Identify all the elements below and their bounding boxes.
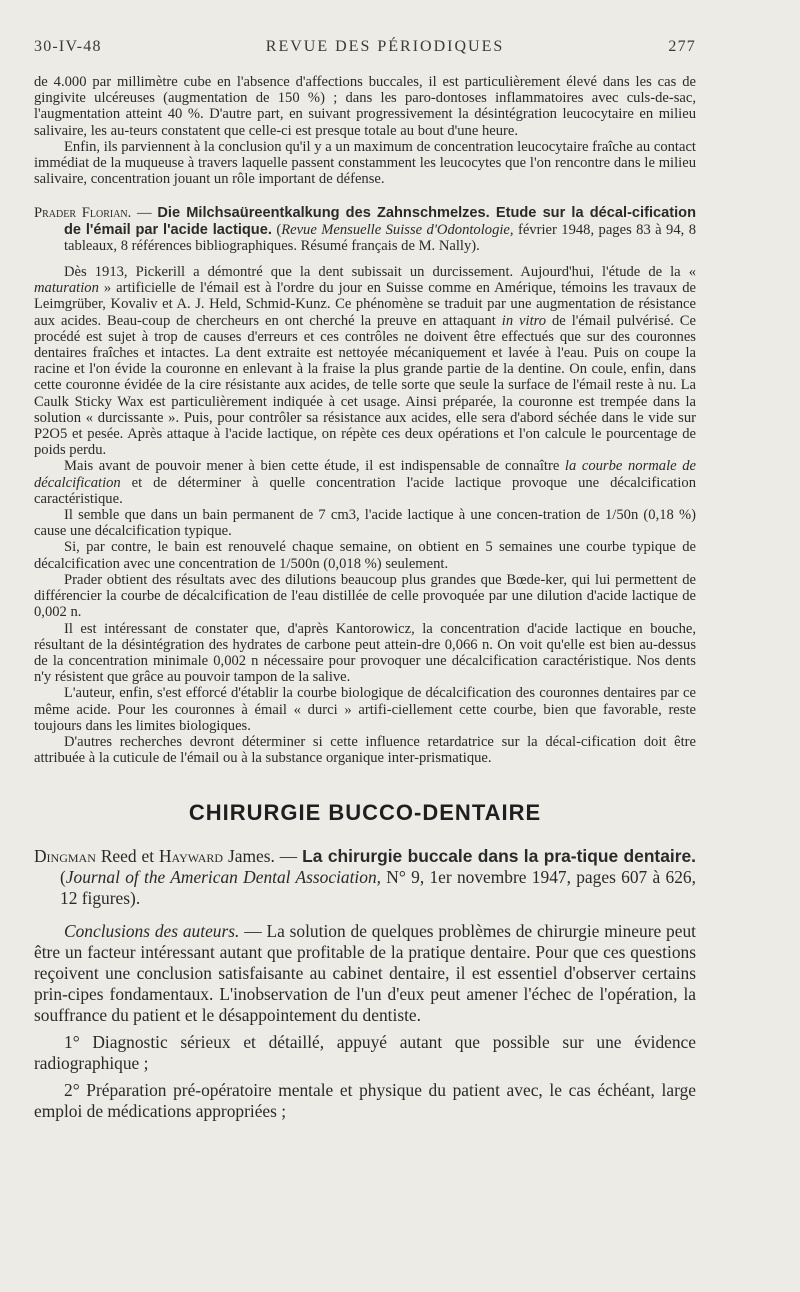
dingman-item-1: 1° Diagnostic sérieux et détaillé, appuyé autant que possible sur une évidence radiographique ; <box>34 1032 696 1074</box>
prader-p2-text-b: et de déterminer à quelle concentration l'acide lactique provoque une décalcification caractéristique. <box>34 474 696 507</box>
prader-paragraph-6: Il est intéressant de constater que, d'après Kantorowicz, la concentration d'acide lactique en bouche, résultant de la désintégration des hydrates de carbone peut attein-dre 0,066 n. On voit qu'elle est bien au-dessus de la concentration minimale 0,002 n nécessaire pour provoquer une décalcification caractéristique. Nos dents n'y résistent que grâce au pouvoir tampon de la salive. <box>34 620 696 686</box>
dingman-journal: Journal of the American Dental Association, <box>65 867 381 888</box>
dingman-author-b-rest: James. <box>223 846 275 867</box>
dingman-item-2: 2° Préparation pré-opératoire mentale et physique du patient avec, le cas échéant, large emploi de médications appropriées ; <box>34 1080 696 1122</box>
prader-title: Die Milchsaüreentkalkung des Zahnschmelzes. Etude sur la décal-cification de l'émail par l'acide lactique. <box>64 205 696 238</box>
prader-dash: — <box>131 205 158 222</box>
dingman-conclusions <box>34 921 696 1026</box>
header-date: 30-IV-48 <box>34 38 102 55</box>
prader-paragraph-1 <box>34 264 696 458</box>
prader-paragraph-2 <box>34 458 696 507</box>
prader-journal: Revue Mensuelle Suisse d'Odontologie, <box>281 221 514 238</box>
dingman-details: N° 9, 1er novembre 1947, pages 607 à 626, 12 figures). <box>60 867 696 909</box>
running-header <box>34 38 696 56</box>
dingman-author-a-rest: Reed et <box>95 846 159 867</box>
dingman-title: La chirurgie buccale dans la pra-tique dentaire. <box>302 846 697 867</box>
conclusions-text: — La solution de quelques problèmes de chirurgie mineure peut être un facteur intéressant autant que profitable de la pratique dentaire. Pour que ces questions reçoivent une conclusion satisfaisante au cabinet dentaire, il est essentiel d'observer certains prin-cipes fondamentaux. L'inobservation de l'un d'eux peut amener l'échec de l'opération, la souffrance du patient et le désappointement du dentiste. <box>34 921 696 1026</box>
prader-paragraph-3: Il semble que dans un bain permanent de 7 cm3, l'acide lactique à une concen-tration de 1/50n (0,18 %) cause une décalcification typique. <box>34 507 696 540</box>
prader-p1-text-c: de l'émail pulvérisé. Ce procédé est sujet à trop de causes d'erreurs et ces contrôles ne doivent être effectués que sur des couronnes dentaires fraîches et intactes. La dent extraite est nettoyée mécaniquement et lavée à l'eau. Puis on coupe la racine et l'on évide la couronne en enlevant à la fraise la plus grande partie de la dentine. On coule, enfin, dans cette couronne évidée de la cire résistante aux acides, de telle sorte que seule la surface de l'émail reste à nu. La Caulk Sticky Wax est particulièrement indiquée à cet usage. Ainsi préparée, la couronne est trempée dans la solution « durcissante ». Puis, pour contrôler sa résistance aux acides, elle sera d'abord séchée dans le vide sur P2O5 et pesée. Après attaque à l'acide lactique, on répète ces deux opérations et l'on calcule le pourcentage de poids perdu. <box>34 312 697 459</box>
prader-details: février 1948, pages 83 à 94, 8 tableaux, 8 références bibliographiques. Résumé français de M. Nally). <box>64 221 696 254</box>
prader-open: ( <box>271 221 282 238</box>
prader-citation <box>34 205 696 254</box>
prader-paragraph-5: Prader obtient des résultats avec des dilutions beaucoup plus grandes que Bœde-ker, qui lui permettent de différencier la courbe de décalcification de l'eau distillée de celle provoquée par une dilution d'acide lactique de 0,002 n. <box>34 571 696 621</box>
prader-p1-text-b: » artificielle de l'émail est à l'ordre du jour en Suisse comme en Amérique, témoins les travaux de Leimgrüber, Kovaliv et A. J. Held, Schmid-Kunz. Ce phénomène se traduit par une augmentation de résistance aux acides. Beau-coup de chercheurs en ont cherché la preuve en attaquant <box>34 280 696 329</box>
dingman-author-b: Hayward <box>158 846 224 867</box>
dingman-author-a: Dingman <box>34 846 96 867</box>
prader-p2-text-a: Mais avant de pouvoir mener à bien cette étude, il est indispensable de connaître <box>64 458 565 475</box>
intro-paragraph-2: Enfin, ils parviennent à la conclusion qu'il y a un maximum de concentration leucocytaire fraîche au contact immédiat de la muqueuse à travers laquelle passent constamment les leucocytes que l'on rencontre dans le milieu salivaire, concentration jouant un rôle important de défense. <box>34 138 696 188</box>
prader-p1-em-invitro: in vitro <box>501 312 547 329</box>
prader-paragraph-4: Si, par contre, le bain est renouvelé chaque semaine, on obtient en 5 semaines une courbe typique de décalcification avec une concentration de 1/500n (0,018 %) seulement. <box>34 539 696 572</box>
dingman-citation <box>34 846 696 909</box>
intro-paragraph-1: de 4.000 par millimètre cube en l'absence d'affections buccales, il est particulièrement élevé dans les cas de gingivite ulcéreuses (augmentation de 150 %) ; dans les paro-dontoses inflammatoires avec culs-de-sac, l'augmentation atteint 40 %. D'autre part, en suivant progressivement la désintégration leucocytaire en milieu salivaire, les au-teurs constatent que celle-ci est presque totale au bout d'une heure. <box>34 74 696 139</box>
page-number: 277 <box>668 38 696 55</box>
journal-title: REVUE DES PÉRIODIQUES <box>265 38 505 55</box>
prader-p2-em: la courbe normale de décalcification <box>34 458 696 491</box>
prader-paragraph-7: L'auteur, enfin, s'est efforcé d'établir la courbe biologique de décalcification des couronnes dentaires par ce même acide. Pour les couronnes à émail « durci » artifi-ciellement cette courbe, bien que favorable, reste toujours dans les limites biologiques. <box>34 685 696 734</box>
prader-p1-em-maturation: maturation <box>34 280 99 297</box>
dingman-dash: — <box>274 846 303 867</box>
section-heading: CHIRURGIE BUCCO-DENTAIRE <box>188 800 542 826</box>
dingman-open: ( <box>60 867 66 888</box>
conclusions-label: Conclusions des auteurs. <box>64 921 240 942</box>
prader-author: Prader Florian. <box>34 205 132 222</box>
prader-p1-text-a: Dès 1913, Pickerill a démontré que la dent subissait un durcissement. Aujourd'hui, l'étude de la « <box>64 264 696 281</box>
prader-paragraph-8: D'autres recherches devront déterminer si cette influence retardatrice sur la décal-cification doit être attribuée à la cuticule de l'émail ou à la substance organique inter-prismatique. <box>34 733 696 767</box>
